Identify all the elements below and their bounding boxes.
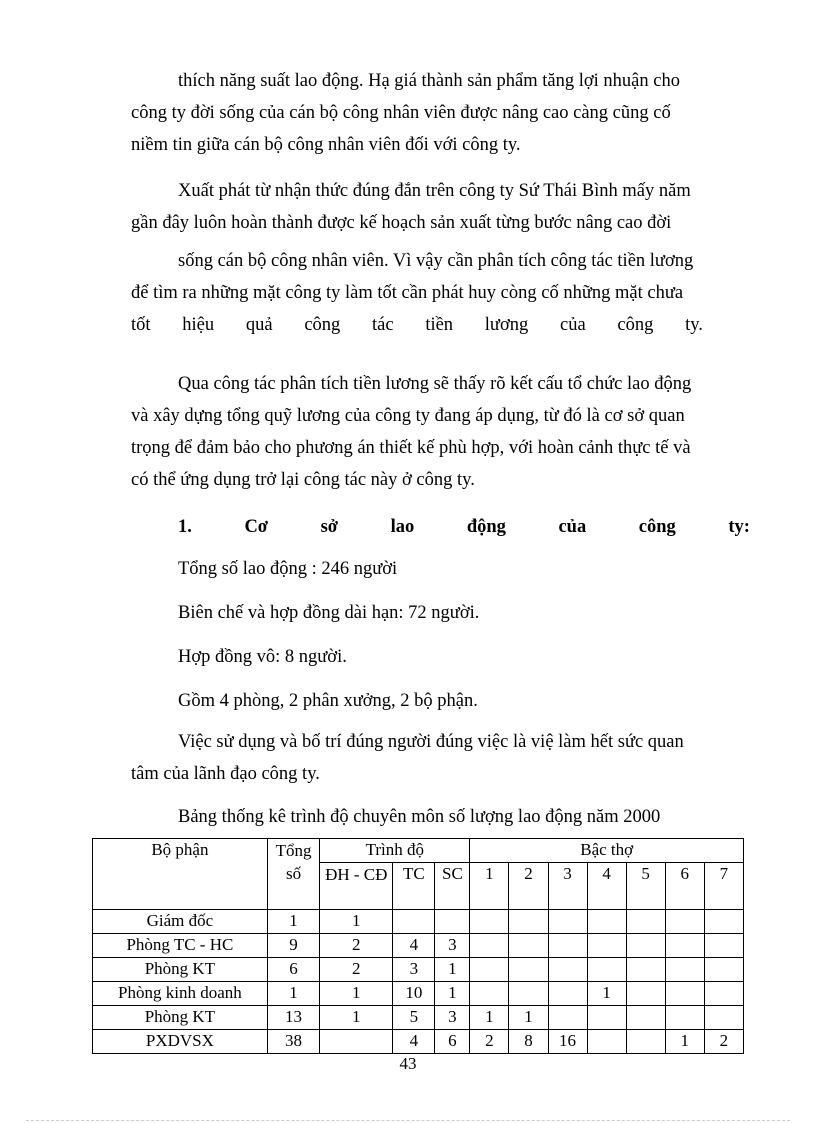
- text-line: để tìm ra những mặt công ty làm tốt cần phát huy còng cố những mặt chưa: [131, 283, 684, 303]
- table-cell: 3: [435, 934, 470, 958]
- usage-line: tâm của lãnh đạo công ty.: [131, 764, 320, 784]
- word: công: [304, 315, 341, 335]
- heading-word: công: [638, 517, 676, 537]
- heading-word: ty:: [728, 517, 750, 537]
- text-line: Xuất phát từ nhận thức đúng đắn trên công ty Sứ Thái Bình mấy năm: [178, 181, 691, 201]
- usage-line: Việc sử dụng và bố trí đúng người đúng việc là việ làm hết sức quan: [178, 732, 684, 752]
- table-cell: 3: [435, 1006, 470, 1030]
- table-cell: [548, 1006, 587, 1030]
- table-cell: [509, 934, 548, 958]
- table-cell: 1: [267, 910, 319, 934]
- department-cell: Phòng KT: [93, 958, 268, 982]
- table-cell: [435, 910, 470, 934]
- table-cell: 2: [704, 1030, 743, 1054]
- table-cell: [704, 1006, 743, 1030]
- table-row: [93, 910, 744, 934]
- text-line: thích năng suất lao động. Hạ giá thành sản phẩm tăng lợi nhuận cho: [178, 71, 680, 91]
- header-grade-2: 2: [509, 863, 548, 910]
- usage-paragraph: [131, 726, 703, 790]
- word: lương: [484, 315, 529, 335]
- table-cell: 1: [435, 982, 470, 1006]
- table-cell: 1: [665, 1030, 704, 1054]
- table-cell: [587, 1030, 626, 1054]
- table-cell: [320, 1030, 393, 1054]
- table-cell: 9: [267, 934, 319, 958]
- table-cell: [665, 1006, 704, 1030]
- table-cell: 2: [320, 934, 393, 958]
- department-cell: Phòng KT: [93, 1006, 268, 1030]
- table-cell: 1: [435, 958, 470, 982]
- table-cell: 1: [320, 982, 393, 1006]
- fact-permanent-staff: Biên chế và hợp đồng dài hạn: 72 người.: [178, 603, 480, 623]
- table-cell: [626, 934, 665, 958]
- department-cell: PXDVSX: [93, 1030, 268, 1054]
- table-cell: [704, 910, 743, 934]
- table-cell: [665, 910, 704, 934]
- justified-line: [131, 309, 703, 341]
- header-grade-6: 6: [665, 863, 704, 910]
- heading-word: động: [466, 517, 506, 537]
- table-cell: [704, 934, 743, 958]
- header-elementary: SC: [435, 863, 470, 910]
- paragraph-2: [131, 175, 703, 341]
- table-row: [93, 1030, 744, 1054]
- table-cell: 3: [393, 958, 435, 982]
- table-cell: 16: [548, 1030, 587, 1054]
- table-cell: 1: [587, 982, 626, 1006]
- labor-statistics-table: [92, 838, 744, 1054]
- word: tiền: [425, 315, 454, 335]
- table-row: [93, 1006, 744, 1030]
- table-cell: [509, 910, 548, 934]
- page-bottom-divider: [26, 1120, 790, 1121]
- table-cell: [470, 910, 509, 934]
- table-cell: 5: [393, 1006, 435, 1030]
- table-cell: 13: [267, 1006, 319, 1030]
- word: công: [617, 315, 654, 335]
- facts-list: [131, 553, 703, 717]
- header-grade-1: 1: [470, 863, 509, 910]
- word: hiệu: [182, 315, 215, 335]
- table-row: [93, 934, 744, 958]
- table-cell: [393, 910, 435, 934]
- fact-contract-staff: Hợp đồng vô: 8 người.: [178, 647, 347, 667]
- section-heading: [131, 511, 750, 543]
- table-cell: 1: [509, 1006, 548, 1030]
- table-cell: [626, 982, 665, 1006]
- heading-word: của: [558, 517, 587, 537]
- table-cell: 10: [393, 982, 435, 1006]
- table-header-row: [93, 839, 744, 863]
- header-grade-5: 5: [626, 863, 665, 910]
- table-cell: 8: [509, 1030, 548, 1054]
- table-cell: [548, 958, 587, 982]
- department-cell: Phòng kinh doanh: [93, 982, 268, 1006]
- department-cell: Phòng TC - HC: [93, 934, 268, 958]
- paragraph-3: [131, 368, 703, 496]
- text-line: niềm tin giữa cán bộ công nhân viên đối với công ty.: [131, 135, 521, 155]
- word: quả: [245, 315, 273, 335]
- text-line: và xây dựng tổng quỹ lương của công ty đang áp dụng, từ đó là cơ sở quan: [131, 406, 685, 426]
- table-cell: [587, 1006, 626, 1030]
- heading-word: Cơ: [244, 517, 269, 537]
- table-cell: [509, 958, 548, 982]
- table-cell: [665, 958, 704, 982]
- table-cell: [665, 982, 704, 1006]
- table-cell: [665, 934, 704, 958]
- header-department: Bộ phận: [93, 839, 268, 910]
- table-cell: 6: [267, 958, 319, 982]
- header-intermediate: TC: [393, 863, 435, 910]
- table-cell: [626, 1006, 665, 1030]
- header-grade-4: 4: [587, 863, 626, 910]
- table-cell: [470, 958, 509, 982]
- fact-departments: Gồm 4 phòng, 2 phân xưởng, 2 bộ phận.: [178, 691, 478, 711]
- table-cell: [626, 958, 665, 982]
- table-cell: [626, 910, 665, 934]
- header-grade-7: 7: [704, 863, 743, 910]
- table-cell: 4: [393, 1030, 435, 1054]
- table-cell: [470, 982, 509, 1006]
- header-qualification: Trình độ: [320, 839, 470, 863]
- table-cell: [704, 958, 743, 982]
- heading-word: sở: [320, 517, 339, 537]
- table-caption: Bảng thống kê trình độ chuyên môn số lượng lao động năm 2000: [178, 807, 661, 827]
- word: của: [559, 315, 586, 335]
- table-cell: [626, 1030, 665, 1054]
- text-line: công ty đời sống của cán bộ công nhân viên được nâng cao càng cũng cố: [131, 103, 671, 123]
- text-line: Qua công tác phân tích tiền lương sẽ thấy rõ kết cấu tổ chức lao động: [178, 374, 692, 394]
- table-row: [93, 958, 744, 982]
- table-cell: [587, 910, 626, 934]
- table-cell: [470, 934, 509, 958]
- text-line: gần đây luôn hoàn thành được kế hoạch sản xuất từng bước nâng cao đời: [131, 213, 672, 233]
- table-row: [93, 982, 744, 1006]
- header-grade-3: 3: [548, 863, 587, 910]
- table-cell: [548, 910, 587, 934]
- table-cell: 2: [470, 1030, 509, 1054]
- page-number: 43: [399, 1054, 417, 1073]
- table-cell: 1: [470, 1006, 509, 1030]
- heading-word: lao: [390, 517, 415, 537]
- table-cell: 1: [267, 982, 319, 1006]
- table-cell: [509, 982, 548, 1006]
- table-cell: [587, 958, 626, 982]
- table-cell: 6: [435, 1030, 470, 1054]
- table-cell: [548, 934, 587, 958]
- word: tốt: [131, 315, 151, 335]
- table-cell: 2: [320, 958, 393, 982]
- table-cell: [704, 982, 743, 1006]
- fact-total-labor: Tổng số lao động : 246 người: [178, 559, 398, 579]
- department-cell: Giám đốc: [93, 910, 268, 934]
- table-cell: [548, 982, 587, 1006]
- word: tác: [372, 315, 394, 335]
- word: ty.: [685, 315, 703, 335]
- table-cell: 1: [320, 1006, 393, 1030]
- table-cell: [587, 934, 626, 958]
- table-cell: 38: [267, 1030, 319, 1054]
- text-line: sống cán bộ công nhân viên. Vì vậy cần phân tích công tác tiền lương: [178, 251, 694, 271]
- table-cell: 1: [320, 910, 393, 934]
- text-line: có thể ứng dụng trở lại công tác này ở công ty.: [131, 470, 475, 490]
- heading-word: 1.: [178, 517, 192, 537]
- header-total: Tổng số: [267, 839, 319, 910]
- text-line: trọng để đảm bảo cho phương án thiết kế phù hợp, với hoàn cảnh thực tế và: [131, 438, 691, 458]
- header-grade: Bậc thợ: [470, 839, 744, 863]
- table-cell: 4: [393, 934, 435, 958]
- header-university-college: ĐH - CĐ: [320, 863, 393, 910]
- paragraph-1: [131, 65, 703, 161]
